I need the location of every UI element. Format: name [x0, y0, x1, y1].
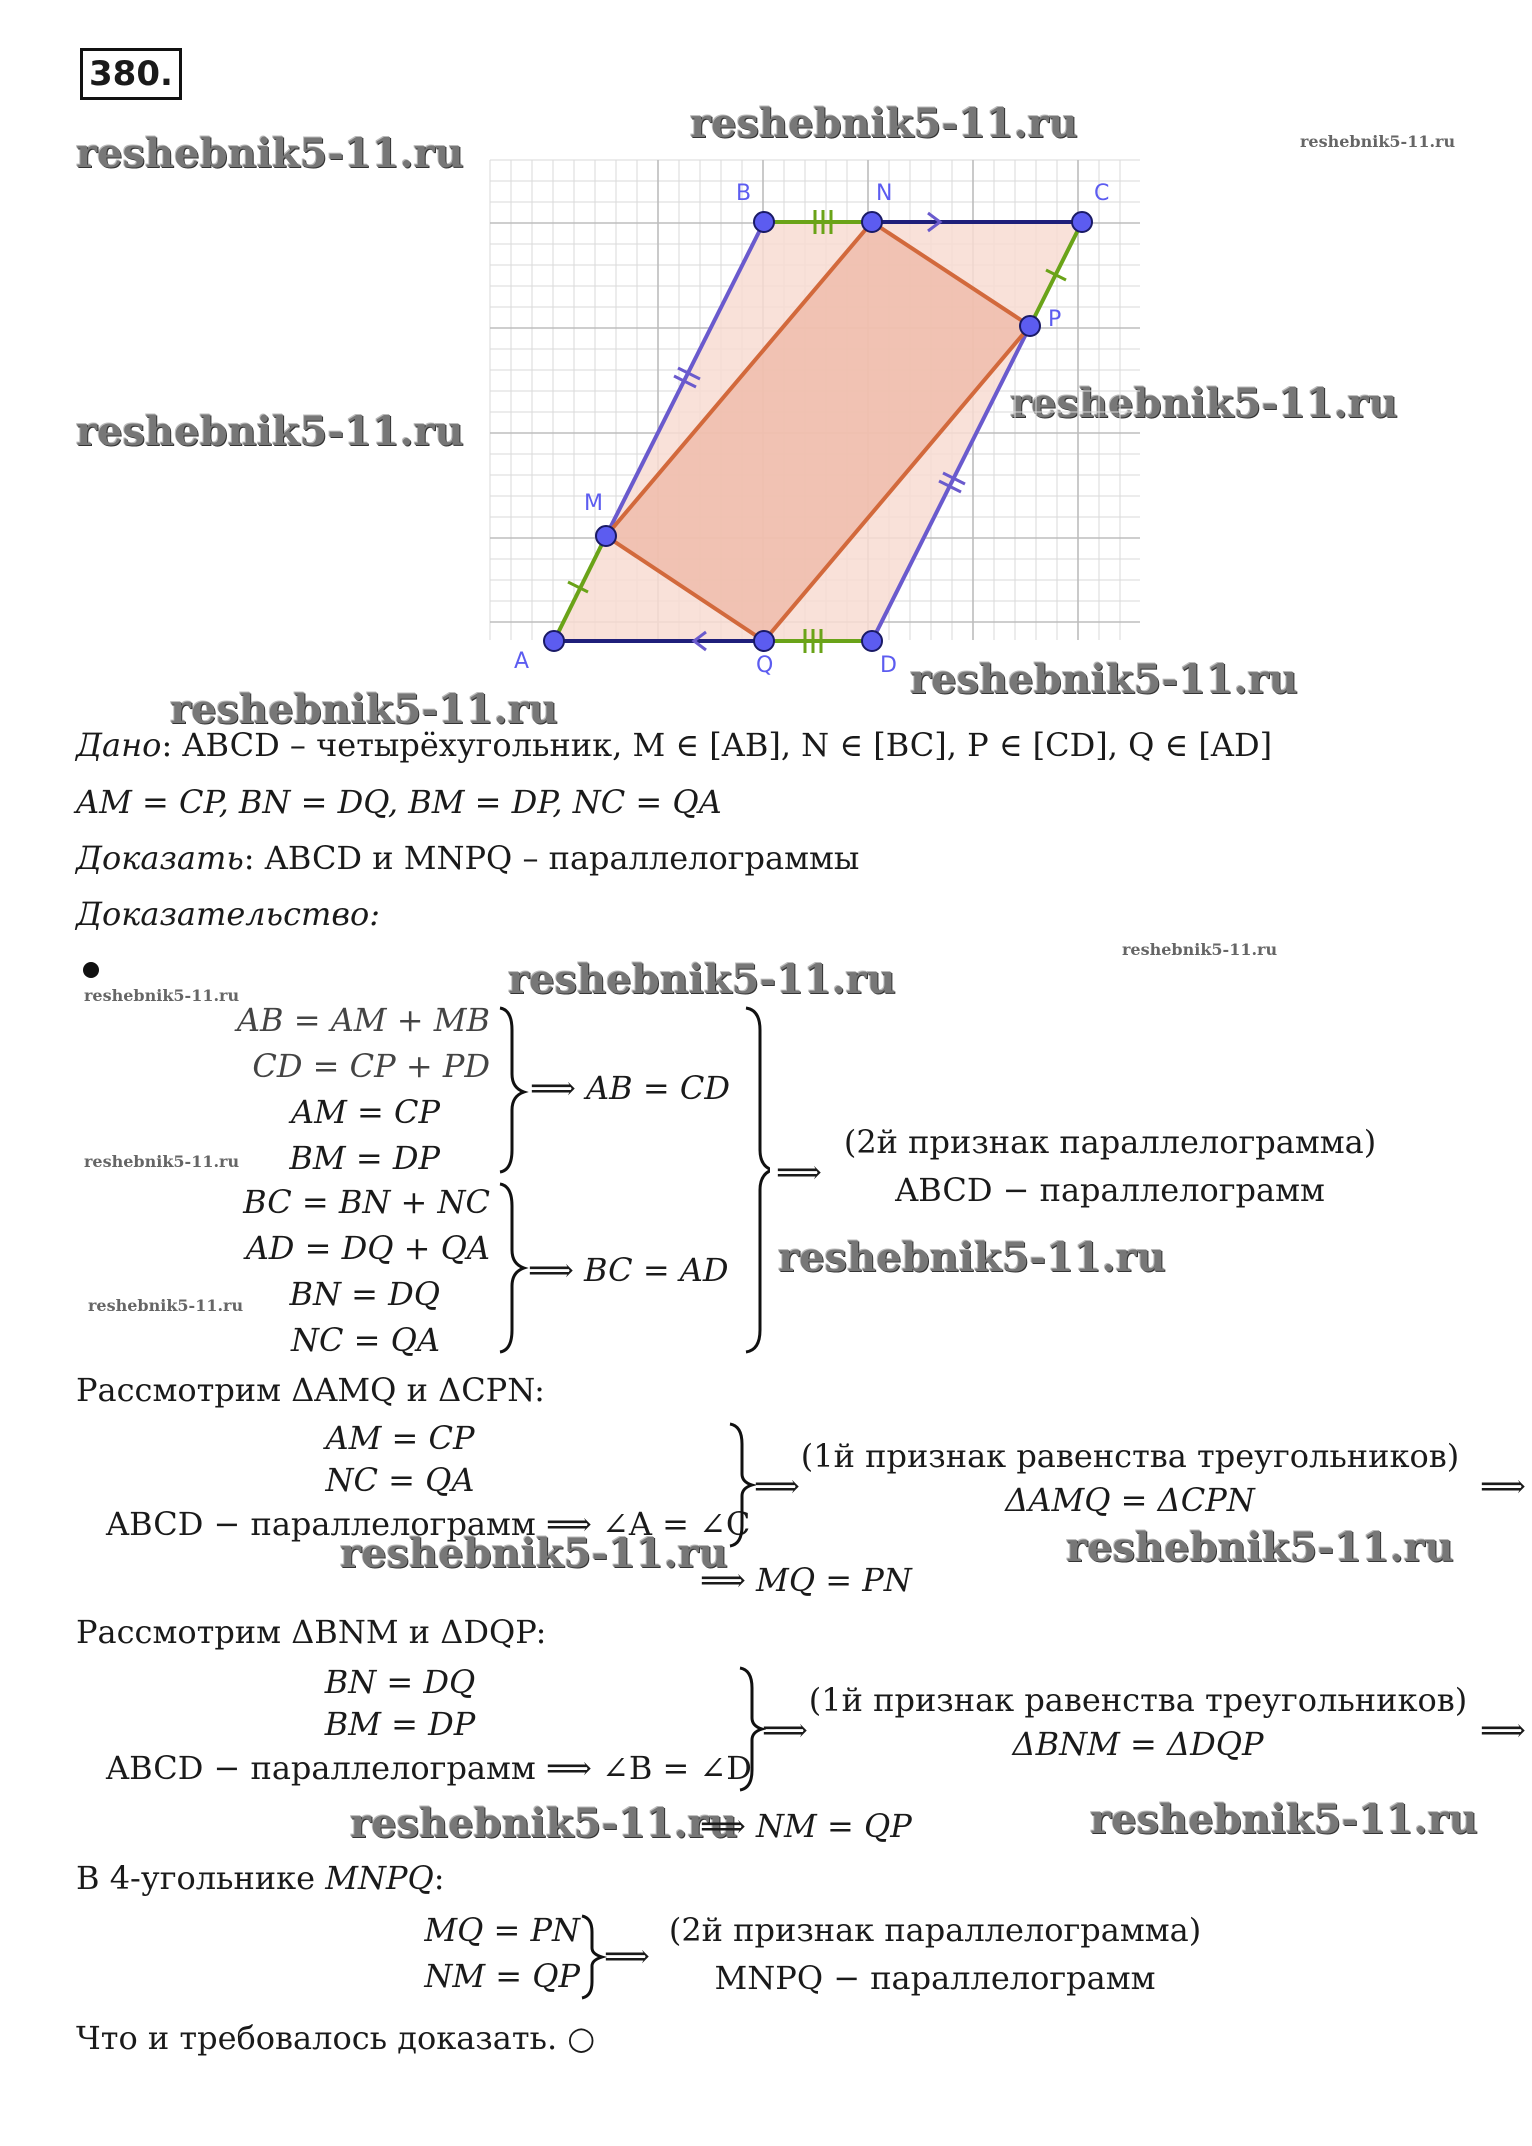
quad-arrow: ⟹: [604, 1937, 650, 1975]
block1-line-1: AB = AM + MB: [236, 1001, 490, 1039]
watermark: reshebnik5-11.ru: [690, 100, 1078, 147]
watermark: reshebnik5-11.ru: [1090, 1796, 1478, 1843]
point-d: [862, 631, 882, 651]
watermark: reshebnik5-11.ru: [1066, 1524, 1454, 1571]
conclusion1-arrow: ⟹: [776, 1153, 822, 1191]
quad-heading: В 4-угольнике MNPQ:: [76, 1859, 445, 1897]
point-q: [754, 631, 774, 651]
consider2-result: ΔBNM = ΔDQP: [1012, 1725, 1264, 1763]
consider2-reason: (1й признак равенства треугольников): [808, 1681, 1468, 1719]
consider1-line-2: NC = QA: [325, 1461, 475, 1499]
block1-line-2: CD = CP + PD: [252, 1047, 490, 1085]
block2-line-2: AD = DQ + QA: [245, 1229, 490, 1267]
consider1-final: ⟹ MQ = PN: [700, 1561, 912, 1599]
proof-label: Доказательство:: [76, 895, 381, 933]
quad-result: MNPQ − параллелограмм: [714, 1959, 1156, 1997]
label-p: P: [1048, 307, 1062, 332]
watermark: reshebnik5-11.ru: [350, 1800, 738, 1847]
label-b: B: [736, 181, 752, 206]
braces-block-1-2: [490, 1000, 770, 1360]
qed: Что и требовалось доказать. ○: [76, 2019, 596, 2057]
consider1-heading: Рассмотрим ΔAMQ и ΔCPN:: [76, 1371, 545, 1409]
given-text-1: ABCD – четырёхугольник, M ∈ [AB], N ∈ [BC], P ∈ [CD], Q ∈ [AD]: [182, 726, 1273, 764]
consider2-final: ⟹ NM = QP: [700, 1807, 912, 1845]
given-label: Дано: [76, 726, 162, 764]
bullet: [83, 962, 99, 978]
watermark: reshebnik5-11.ru: [88, 1296, 244, 1315]
point-m: [596, 526, 616, 546]
watermark: reshebnik5-11.ru: [1122, 940, 1278, 959]
point-b: [754, 212, 774, 232]
block1-line-4: BM = DP: [289, 1139, 440, 1177]
consider2-line-1: BN = DQ: [324, 1663, 476, 1701]
block2-line-4: NC = QA: [291, 1321, 440, 1359]
consider1-reason: (1й признак равенства треугольников): [800, 1437, 1460, 1475]
point-a: [544, 631, 564, 651]
consider1-line-3: ABCD − параллелограмм ⟹ ∠A = ∠C: [106, 1505, 751, 1543]
consider1-result: ΔAMQ = ΔCPN: [1005, 1481, 1255, 1519]
consider1-tail-arrow: ⟹: [1480, 1467, 1526, 1505]
consider2-line-2: BM = DP: [324, 1705, 476, 1743]
watermark: reshebnik5-11.ru: [910, 656, 1298, 703]
consider2-heading: Рассмотрим ΔBNM и ΔDQP:: [76, 1613, 547, 1651]
conclusion1-result: ABCD − параллелограмм: [895, 1171, 1325, 1209]
consider2-line-3: ABCD − параллелограмм ⟹ ∠B = ∠D: [106, 1749, 752, 1787]
block1-line-3: AM = CP: [290, 1093, 440, 1131]
label-m: M: [584, 491, 603, 516]
point-c: [1072, 212, 1092, 232]
label-n: N: [876, 181, 893, 206]
quad-reason: (2й признак параллелограмма): [668, 1911, 1202, 1949]
label-c: C: [1094, 181, 1110, 206]
label-d: D: [880, 653, 897, 678]
prove-label: Доказать: [76, 839, 244, 877]
watermark: reshebnik5-11.ru: [76, 130, 464, 177]
watermark: reshebnik5-11.ru: [84, 1152, 240, 1171]
consider2-tail-arrow: ⟹: [1480, 1711, 1526, 1749]
block2-result: ⟹ BC = AD: [528, 1251, 729, 1289]
point-p: [1020, 316, 1040, 336]
label-q: Q: [756, 653, 774, 678]
point-n: [862, 212, 882, 232]
block2-line-1: BC = BN + NC: [243, 1183, 490, 1221]
watermark: reshebnik5-11.ru: [76, 408, 464, 455]
block1-result: ⟹ AB = CD: [530, 1069, 730, 1107]
watermark: reshebnik5-11.ru: [778, 1234, 1166, 1281]
consider1-arrow: ⟹: [754, 1467, 800, 1505]
block2-line-3: BN = DQ: [289, 1275, 440, 1313]
label-a: A: [514, 649, 530, 674]
given-line-1: Дано: ABCD – четырёхугольник, M ∈ [AB], N ∈ [BC], P ∈ [CD], Q ∈ [AD]: [76, 726, 1273, 764]
conclusion1-reason: (2й признак параллелограмма): [843, 1123, 1377, 1161]
problem-number: 380.: [80, 48, 182, 100]
prove-text: ABCD и MNPQ – параллелограммы: [264, 839, 860, 877]
quad-line-1: MQ = PN: [424, 1911, 580, 1949]
watermark: reshebnik5-11.ru: [340, 1530, 728, 1577]
prove-line: Доказать: ABCD и MNPQ – параллелограммы: [76, 839, 860, 877]
watermark: reshebnik5-11.ru: [508, 956, 896, 1003]
watermark: reshebnik5-11.ru: [170, 686, 558, 733]
given-line-2: AM = CP, BN = DQ, BM = DP, NC = QA: [76, 783, 722, 821]
watermark: reshebnik5-11.ru: [84, 986, 240, 1005]
quad-line-2: NM = QP: [424, 1957, 580, 1995]
consider2-arrow: ⟹: [762, 1711, 808, 1749]
brace-consider1: [726, 1420, 756, 1550]
consider1-line-1: AM = CP: [325, 1419, 475, 1457]
parallelogram-figure: [480, 150, 1160, 690]
watermark: reshebnik5-11.ru: [1300, 132, 1456, 151]
watermark: reshebnik5-11.ru: [1010, 380, 1398, 427]
